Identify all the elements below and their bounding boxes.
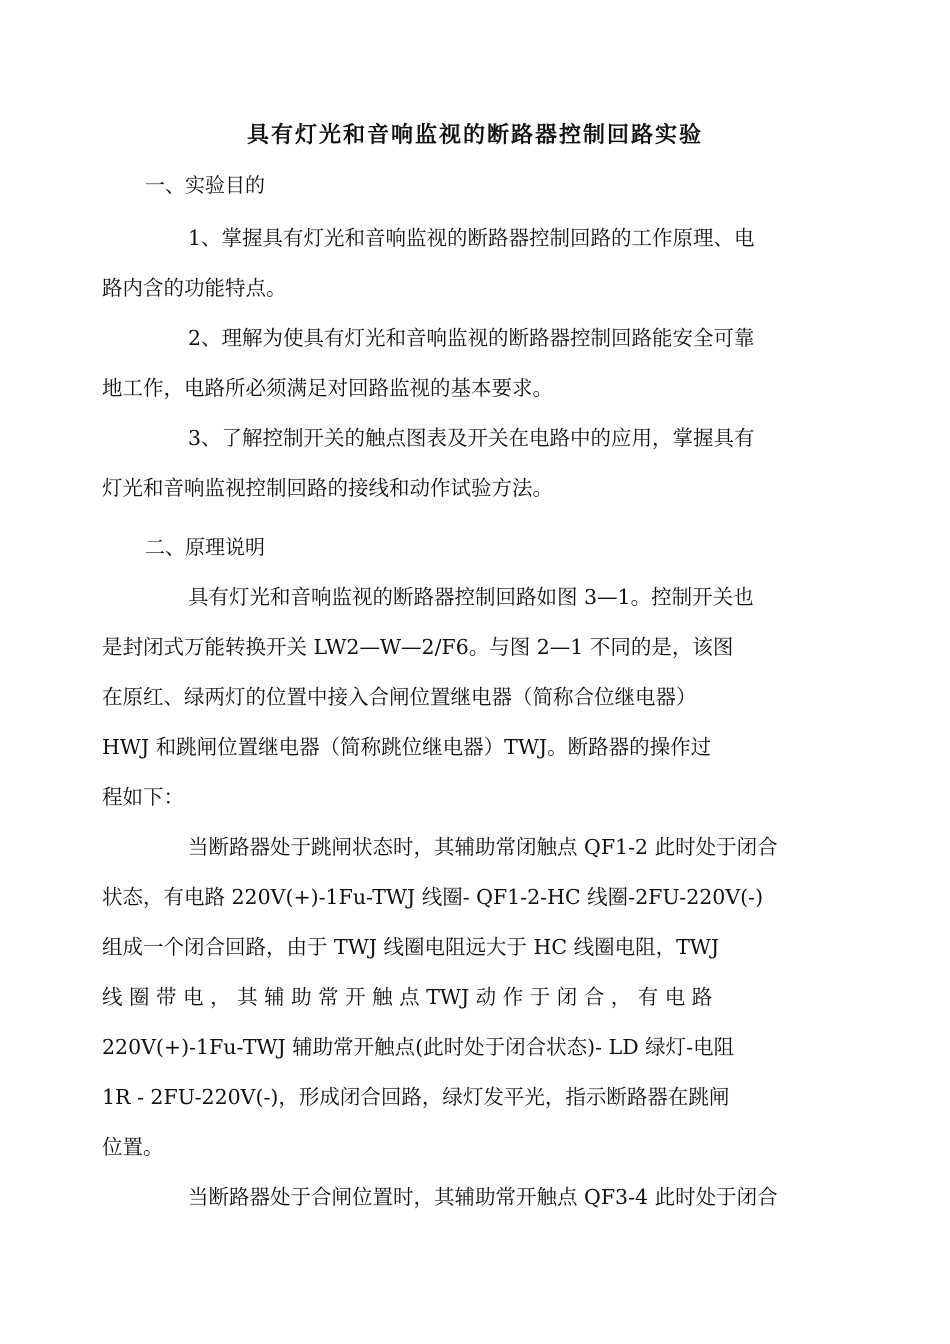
purpose-item-3	[102, 413, 807, 513]
text-line: 线 圈 带 电 ， 其 辅 助 常 开 触 点 TWJ 动 作 于 闭 合 ， 有 电 路	[102, 985, 713, 1009]
text-line: 位置。	[102, 1135, 164, 1159]
document-title: 具有灯光和音响监视的断路器控制回路实验	[246, 122, 703, 148]
text-line: 具有灯光和音响监视的断路器控制回路如图 3—1。控制开关也	[188, 585, 754, 609]
principle-paragraph-3	[145, 1172, 807, 1222]
text-line: HWJ 和跳闸位置继电器（简称跳位继电器）TWJ。断路器的操作过	[102, 735, 712, 759]
text-line: 在原红、绿两灯的位置中接入合闸位置继电器（简称合位继电器）	[102, 685, 697, 709]
text-line: 地工作，电路所必须满足对回路监视的基本要求。	[102, 376, 553, 400]
text-line: 路内含的功能特点。	[102, 276, 287, 300]
text-line: 3、了解控制开关的触点图表及开关在电路中的应用，掌握具有	[188, 426, 755, 450]
principle-paragraph-1	[102, 572, 807, 822]
purpose-item-1	[102, 213, 807, 313]
section-heading-purpose: 一、实验目的	[145, 173, 265, 197]
section-heading-principle: 二、原理说明	[145, 535, 265, 559]
text-line: 状态，有电路 220V(+)-1Fu-TWJ 线圈- QF1-2-HC 线圈-2FU-220V(-)	[102, 885, 764, 909]
text-line: 灯光和音响监视控制回路的接线和动作试验方法。	[102, 476, 553, 500]
text-line: 组成一个闭合回路，由于 TWJ 线圈电阻远大于 HC 线圈电阻，TWJ	[102, 935, 720, 959]
text-line: 1、掌握具有灯光和音响监视的断路器控制回路的工作原理、电	[188, 226, 755, 250]
text-line: 220V(+)-1Fu-TWJ 辅助常开触点(此时处于闭合状态)- LD 绿灯-电阻	[102, 1035, 735, 1059]
purpose-item-2	[102, 313, 807, 413]
text-line: 1R - 2FU-220V(-)，形成闭合回路，绿灯发平光，指示断路器在跳闸	[102, 1085, 730, 1109]
principle-paragraph-2	[102, 822, 807, 1172]
text-line: 是封闭式万能转换开关 LW2—W—2/F6。与图 2—1 不同的是，该图	[102, 635, 734, 659]
text-line: 程如下：	[102, 785, 184, 809]
text-line: 2、理解为使具有灯光和音响监视的断路器控制回路能安全可靠	[188, 326, 755, 350]
text-line: 当断路器处于跳闸状态时，其辅助常闭触点 QF1-2 此时处于闭合	[188, 835, 778, 859]
text-line: 当断路器处于合闸位置时，其辅助常开触点 QF3-4 此时处于闭合	[188, 1185, 778, 1209]
